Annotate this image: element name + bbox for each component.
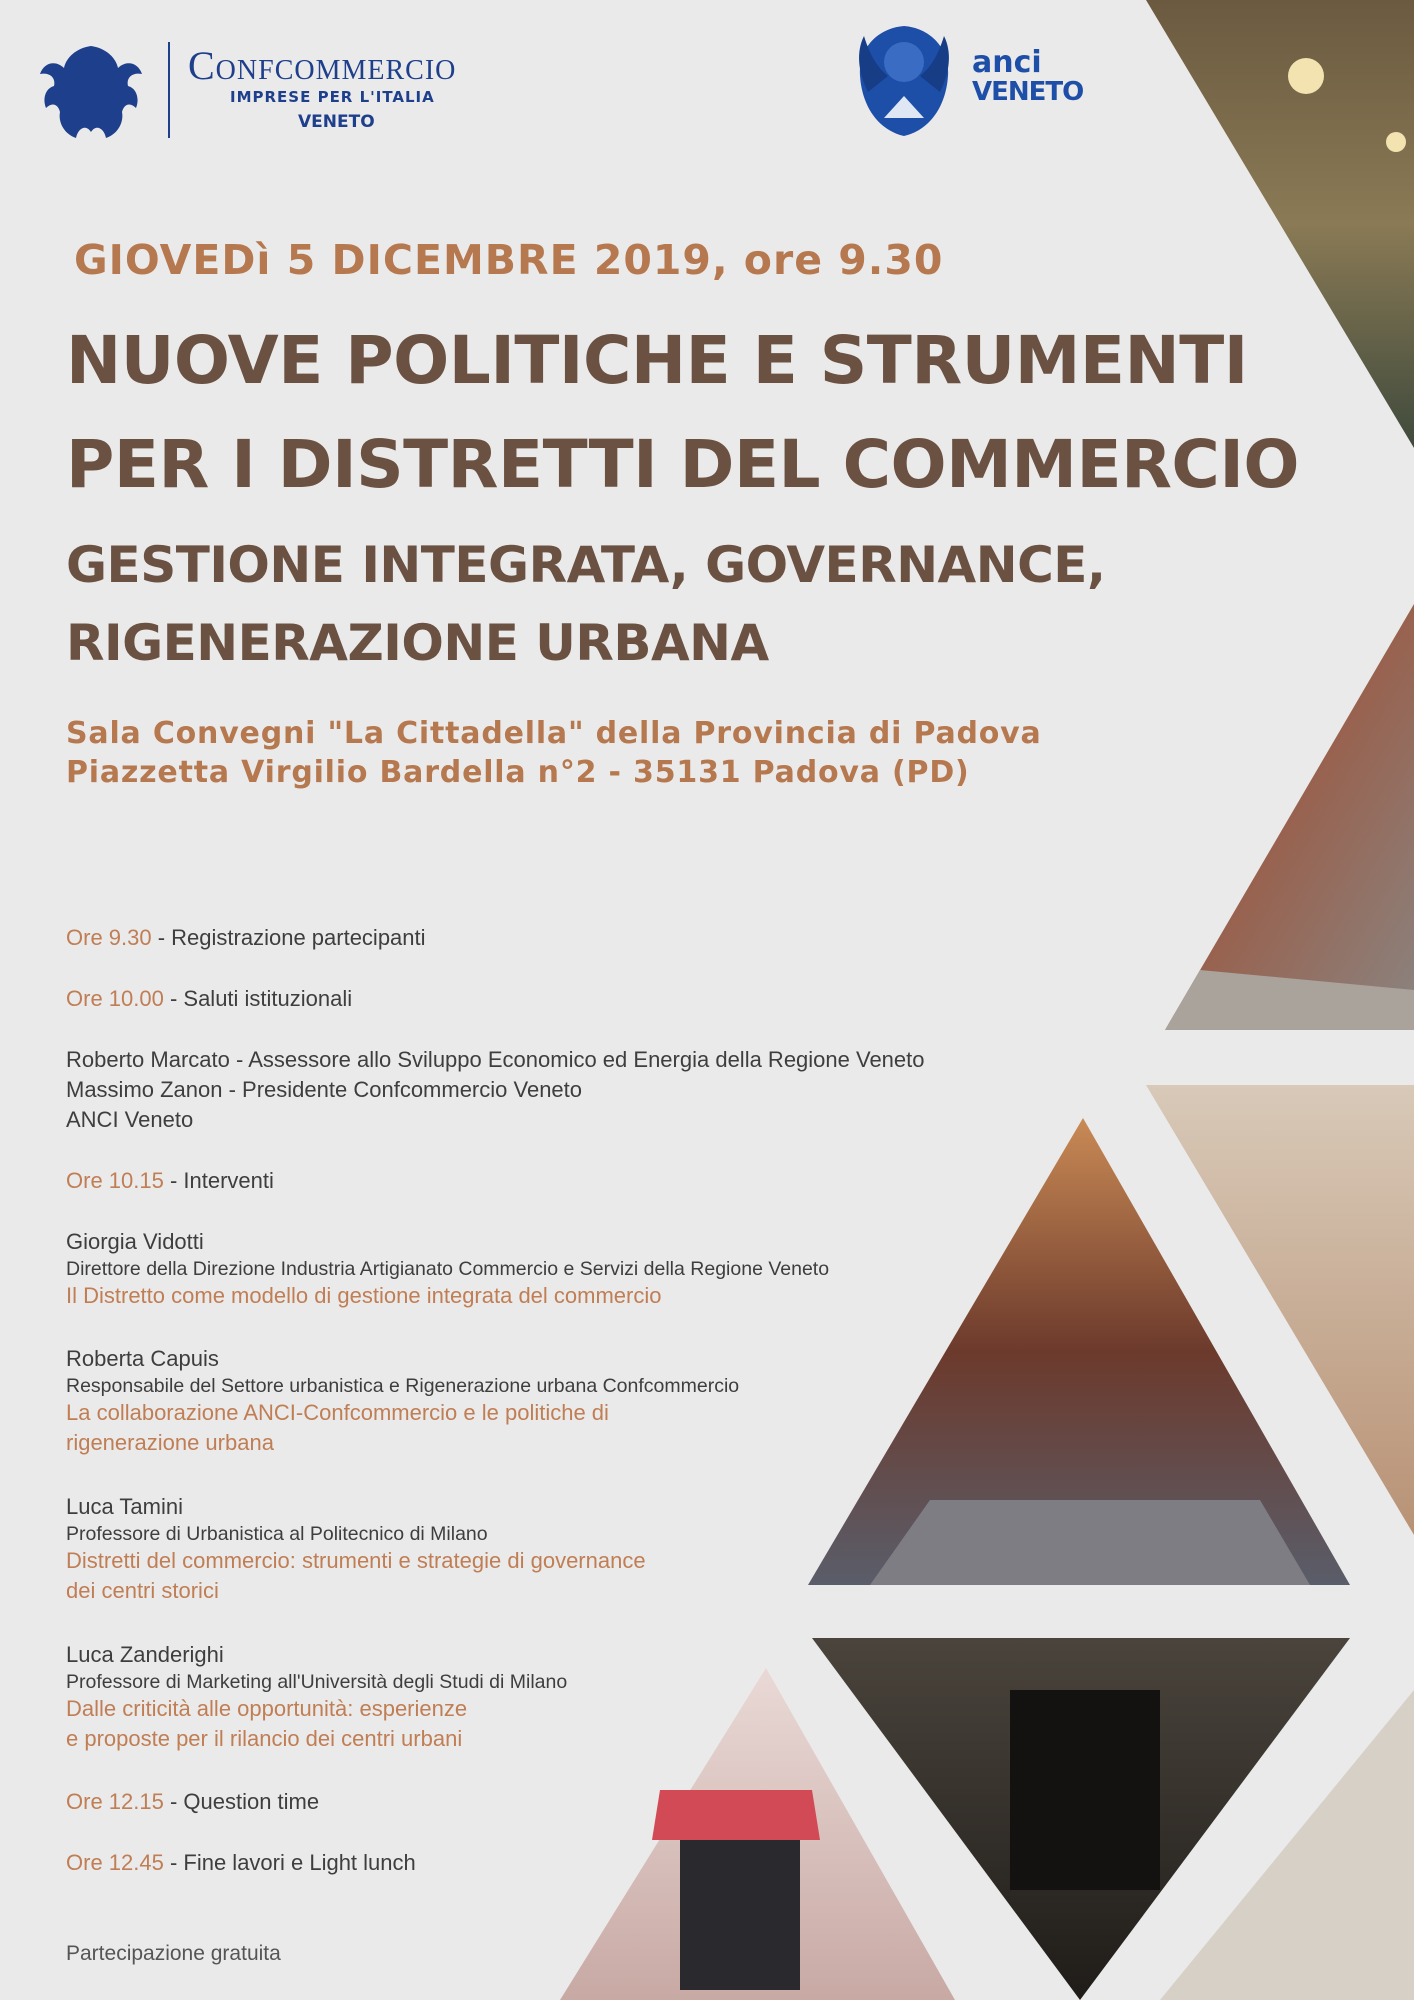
time-label: Ore 9.30 — [66, 925, 152, 950]
program-question-time — [66, 1787, 319, 1817]
greeters-list — [66, 1045, 925, 1135]
event-title-line-1: NUOVE POLITICHE E STRUMENTI — [66, 322, 1248, 399]
time-label: Ore 10.15 — [66, 1168, 164, 1193]
confcommercio-region: VENETO — [298, 112, 375, 132]
event-subtitle-line-1: GESTIONE INTEGRATA, GOVERNANCE, — [66, 536, 1106, 594]
greeter: Roberto Marcato - Assessore allo Sviluppo Economico ed Energia della Regione Veneto — [66, 1047, 925, 1072]
speaker-name: Giorgia Vidotti — [66, 1229, 204, 1254]
time-label: Ore 10.00 — [66, 986, 164, 1011]
greeter: Massimo Zanon - Presidente Confcommercio Veneto — [66, 1077, 583, 1102]
greeter: ANCI Veneto — [66, 1107, 194, 1132]
confcommercio-tagline: IMPRESE PER L'ITALIA — [230, 88, 435, 106]
lamp-2 — [1386, 132, 1406, 152]
speaker-role: Direttore della Direzione Industria Artigianato Commercio e Servizi della Regione Veneto — [66, 1258, 830, 1280]
talk-title: Distretti del commercio: strumenti e strategie di governance — [66, 1548, 646, 1573]
speaker-role: Responsabile del Settore urbanistica e Rigenerazione urbana Confcommercio — [66, 1375, 740, 1397]
program-greetings — [66, 984, 352, 1014]
talk-title-cont: dei centri storici — [66, 1578, 219, 1603]
photo-shopping-street-floor — [870, 1500, 1310, 1585]
item-label: - Saluti istituzionali — [163, 986, 353, 1011]
talk-title: La collaborazione ANCI-Confcommercio e le politiche di — [66, 1400, 609, 1425]
item-label: - Registrazione partecipanti — [151, 925, 426, 950]
talk-title: Dalle criticità alle opportunità: esperienze — [66, 1696, 468, 1721]
shop-window — [680, 1840, 800, 1990]
event-title-line-2: PER I DISTRETTI DEL COMMERCIO — [66, 426, 1299, 503]
venue-line-2: Piazzetta Virgilio Bardella n°2 - 35131 Padova (PD) — [66, 755, 970, 790]
speaker-name: Roberta Capuis — [66, 1346, 219, 1371]
time-label: Ore 12.45 — [66, 1850, 164, 1875]
speaker-name: Luca Tamini — [66, 1494, 183, 1519]
talk-title-cont: e proposte per il rilancio dei centri urbani — [66, 1726, 463, 1751]
anci-wordmark: anci — [972, 45, 1042, 80]
speaker-block — [66, 1344, 739, 1458]
photo-street — [1165, 604, 1414, 1030]
event-date: GIOVEDì 5 DICEMBRE 2019, ore 9.30 — [74, 236, 944, 284]
awning — [652, 1790, 820, 1840]
item-label: - Fine lavori e Light lunch — [163, 1850, 416, 1875]
program-talks-header — [66, 1166, 274, 1196]
program-registration — [66, 923, 426, 953]
time-label: Ore 12.15 — [66, 1789, 164, 1814]
speaker-name: Luca Zanderighi — [66, 1642, 224, 1667]
speaker-role: Professore di Urbanistica al Politecnico di Milano — [66, 1523, 488, 1545]
item-label: - Question time — [163, 1789, 320, 1814]
talk-title-cont: rigenerazione urbana — [66, 1430, 274, 1455]
speaker-block — [66, 1227, 829, 1311]
lion-of-st-mark-icon — [848, 22, 960, 140]
shop-door — [1010, 1690, 1160, 1890]
confcommercio-wordmark: Confcommercio — [188, 43, 457, 88]
speaker-block — [66, 1640, 567, 1754]
item-label: - Interventi — [163, 1168, 274, 1193]
confcommercio-logo — [36, 38, 566, 142]
talk-title: Il Distretto come modello di gestione integrata del commercio — [66, 1283, 662, 1308]
event-subtitle-line-2: RIGENERAZIONE URBANA — [66, 614, 769, 672]
lamp-1 — [1288, 58, 1324, 94]
program-closing — [66, 1848, 416, 1878]
anci-region: VENETO — [972, 77, 1084, 107]
speaker-block — [66, 1492, 646, 1606]
anci-logo — [848, 22, 1084, 142]
free-participation-note: Partecipazione gratuita — [66, 1942, 281, 1965]
speaker-role: Professore di Marketing all'Università degli Studi di Milano — [66, 1671, 568, 1693]
logo-divider — [168, 42, 170, 138]
eagle-icon — [36, 38, 146, 142]
venue-line-1: Sala Convegni "La Cittadella" della Provincia di Padova — [66, 716, 1042, 751]
